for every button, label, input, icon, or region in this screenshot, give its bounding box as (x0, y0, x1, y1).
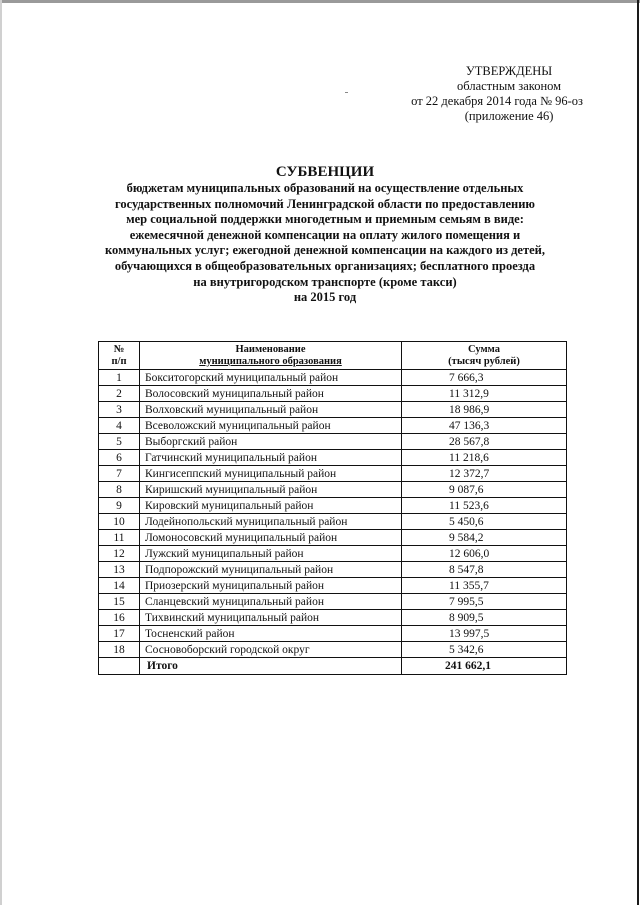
row-name: Ломоносовский муниципальный район (140, 530, 402, 546)
approval-stamp (411, 64, 583, 124)
row-name: Выборгский район (140, 434, 402, 450)
header-number-line1: № (113, 344, 125, 355)
row-sum: 8 909,5 (402, 610, 567, 626)
title-line: коммунальных услуг; ежегодной денежной компенсации на каждого из детей, (105, 243, 545, 258)
row-name: Тосненский район (140, 626, 402, 642)
table-row (99, 562, 567, 578)
row-number: 13 (99, 562, 140, 578)
row-name: Бокситогорский муниципальный район (140, 370, 402, 386)
approval-date: от 22 декабря 2014 года № 96-оз (411, 94, 583, 108)
total-label: Итого (140, 658, 402, 675)
row-number: 16 (99, 610, 140, 626)
title-line: обучающихся в общеобразовательных организациях; бесплатного проезда (114, 258, 536, 273)
row-name: Сланцевский муниципальный район (140, 594, 402, 610)
title-line: на внутригородском транспорте (кроме такси) (193, 274, 457, 289)
row-number: 7 (99, 466, 140, 482)
row-number: 4 (99, 418, 140, 434)
scan-left-edge (0, 0, 2, 905)
table-header-row (99, 342, 567, 370)
row-sum: 18 986,9 (402, 402, 567, 418)
title-line: государственных полномочий Ленинградской области по предоставлению (115, 196, 535, 211)
table-row (99, 530, 567, 546)
row-sum: 5 342,6 (402, 642, 567, 658)
table-row (99, 514, 567, 530)
table-row (99, 466, 567, 482)
table-row (99, 370, 567, 386)
table-row (99, 482, 567, 498)
row-number: 11 (99, 530, 140, 546)
document-title (90, 163, 560, 306)
row-number: 17 (99, 626, 140, 642)
title-line: на 2015 год (293, 290, 357, 305)
title-line: бюджетам муниципальных образований на осуществление отдельных (126, 181, 524, 195)
header-name-line1: Наименование (235, 344, 306, 355)
row-number: 9 (99, 498, 140, 514)
row-name: Гатчинский муниципальный район (140, 450, 402, 466)
row-sum: 5 450,6 (402, 514, 567, 530)
table-row (99, 434, 567, 450)
row-name: Киришский муниципальный район (140, 482, 402, 498)
approval-law: областным законом (457, 79, 562, 93)
table-row (99, 642, 567, 658)
row-name: Всеволожский муниципальный район (140, 418, 402, 434)
row-name: Кингисеппский муниципальный район (140, 466, 402, 482)
table-row (99, 546, 567, 562)
row-sum: 9 087,6 (402, 482, 567, 498)
row-sum: 7 995,5 (402, 594, 567, 610)
row-sum: 12 372,7 (402, 466, 567, 482)
row-sum: 11 355,7 (402, 578, 567, 594)
table-row (99, 578, 567, 594)
row-number: 2 (99, 386, 140, 402)
table-row (99, 418, 567, 434)
row-name: Кировский муниципальный район (140, 498, 402, 514)
table-row (99, 450, 567, 466)
title-line: ежемесячной денежной компенсации на оплату жилого помещения и (129, 227, 521, 242)
table-row (99, 498, 567, 514)
row-sum: 7 666,3 (402, 370, 567, 386)
header-sum-line2: (тысяч рублей) (448, 356, 520, 367)
row-sum: 11 523,6 (402, 498, 567, 514)
total-number (99, 658, 140, 675)
row-number: 14 (99, 578, 140, 594)
header-sum-line1: Сумма (468, 344, 500, 355)
row-name: Волховский муниципальный район (140, 402, 402, 418)
header-name-line2: муниципального образования (199, 356, 342, 367)
row-name: Волосовский муниципальный район (140, 386, 402, 402)
row-name: Подпорожский муниципальный район (140, 562, 402, 578)
table-total-row (99, 658, 567, 675)
header-number-line2: п/п (111, 356, 127, 367)
table-row (99, 626, 567, 642)
row-sum: 13 997,5 (402, 626, 567, 642)
row-sum: 11 312,9 (402, 386, 567, 402)
row-name: Сосновоборский городской округ (140, 642, 402, 658)
row-sum: 8 547,8 (402, 562, 567, 578)
row-sum: 47 136,3 (402, 418, 567, 434)
row-number: 5 (99, 434, 140, 450)
row-number: 15 (99, 594, 140, 610)
row-name: Лодейнопольский муниципальный район (140, 514, 402, 530)
row-name: Приозерский муниципальный район (140, 578, 402, 594)
table-row (99, 402, 567, 418)
header-number (99, 342, 140, 370)
row-sum: 11 218,6 (402, 450, 567, 466)
header-name (140, 342, 402, 370)
row-number: 10 (99, 514, 140, 530)
table-row (99, 610, 567, 626)
approval-title: УТВЕРЖДЕНЫ (465, 64, 553, 78)
title-main: СУБВЕНЦИИ (275, 164, 375, 180)
title-line: мер социальной поддержки многодетным и приемным семьям в виде: (126, 212, 524, 227)
row-sum: 9 584,2 (402, 530, 567, 546)
row-sum: 12 606,0 (402, 546, 567, 562)
header-sum (402, 342, 567, 370)
row-name: Тихвинский муниципальный район (140, 610, 402, 626)
row-number: 1 (99, 370, 140, 386)
row-number: 18 (99, 642, 140, 658)
scan-top-edge (0, 0, 640, 3)
scan-speck (345, 92, 348, 93)
row-number: 6 (99, 450, 140, 466)
row-name: Лужский муниципальный район (140, 546, 402, 562)
table-row (99, 386, 567, 402)
scan-right-edge (637, 0, 639, 905)
row-number: 12 (99, 546, 140, 562)
subsidy-table (98, 341, 567, 675)
total-sum: 241 662,1 (402, 658, 567, 675)
row-number: 8 (99, 482, 140, 498)
row-sum: 28 567,8 (402, 434, 567, 450)
table-row (99, 594, 567, 610)
approval-appendix: (приложение 46) (464, 109, 554, 123)
row-number: 3 (99, 402, 140, 418)
